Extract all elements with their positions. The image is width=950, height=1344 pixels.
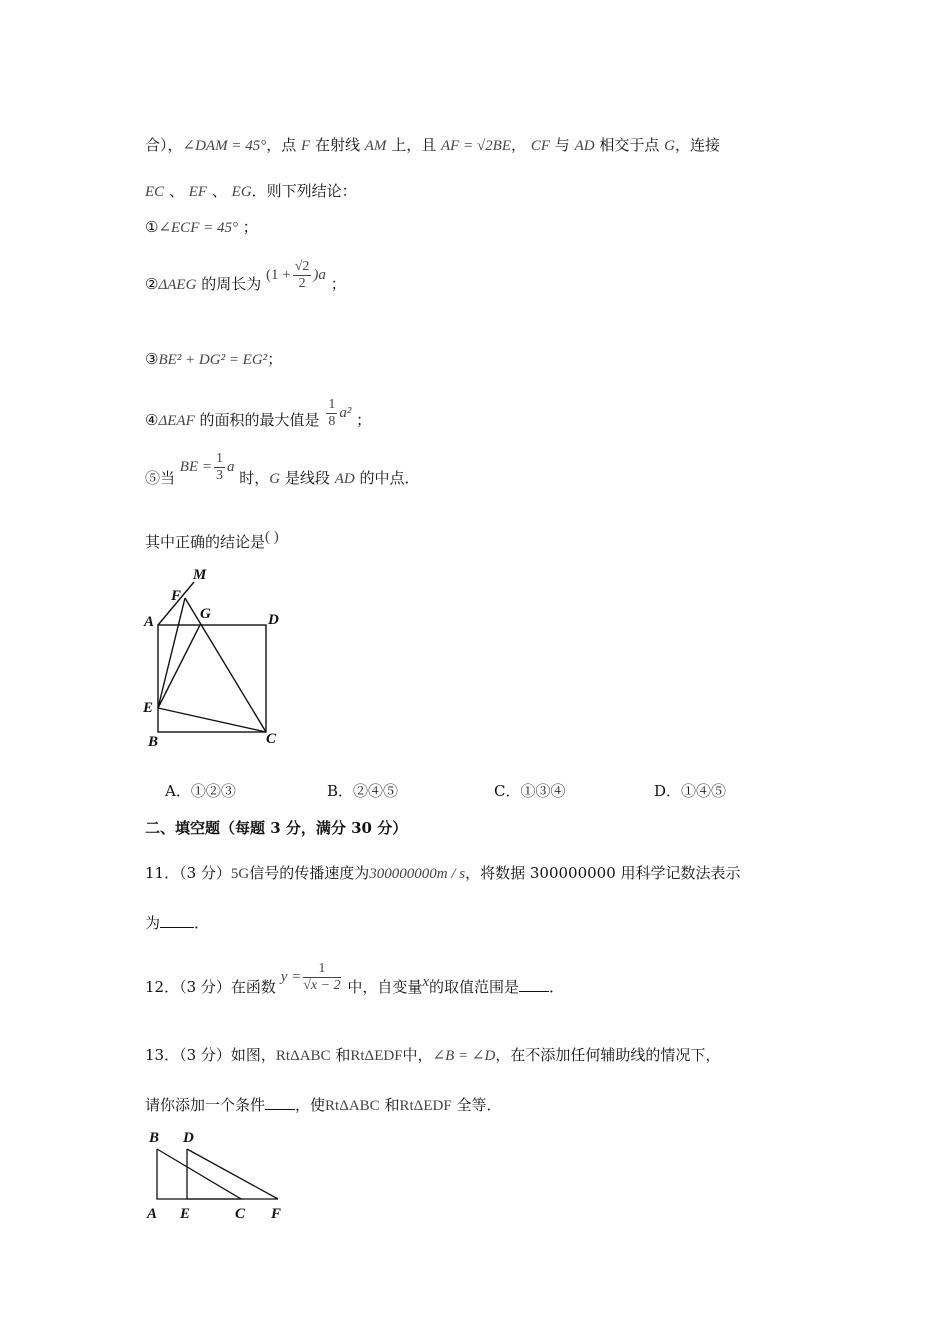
segment-eg: [158, 625, 200, 708]
question-12: 12．（3 分）在函数 y = $\frac{1}{√x - 2}$ 中，自变量x的取值范围是 ．: [145, 960, 564, 1009]
label-d: D: [268, 612, 279, 628]
label-d2: D: [183, 1130, 194, 1146]
function-expression: y = $\frac{1}{√x - 2}$: [280, 960, 341, 993]
section-heading: 二、填空题（每题 3 分，满分 30 分）: [145, 819, 408, 837]
condition-line-2: EC 、 EF 、 EG．则下列结论：: [145, 182, 357, 200]
statement-3: ③BE² + DG² = EG²；: [145, 350, 283, 368]
statement-2: ②ΔAEG 的周长为 (1 + $\frac{√2}{2}$ )a ；: [145, 262, 346, 307]
segment-fc: [185, 598, 266, 732]
label-e2: E: [180, 1206, 191, 1222]
label-m: M: [193, 567, 207, 583]
segment-ec: [158, 708, 266, 732]
label-f: F: [171, 588, 182, 604]
label-g: G: [200, 606, 211, 622]
triangles-figure: [138, 1124, 298, 1224]
label-c2: C: [235, 1206, 246, 1222]
option-c[interactable]: C．①③④: [494, 782, 566, 800]
label-a: A: [144, 614, 155, 630]
question-11-cont: 为 ．: [145, 914, 210, 932]
label-c: C: [266, 731, 277, 747]
statement-5: ⑤当 BE = $\frac{1}{3}$ a 时，G 是线段 AD 的中点．: [145, 456, 420, 501]
option-a[interactable]: A．①②③: [165, 782, 236, 800]
option-d[interactable]: D．①④⑤: [654, 782, 727, 800]
max-area-expression: $\frac{1}{8}$ a²: [328, 396, 352, 429]
question-13: 13．（3 分）如图，RtΔABC 和RtΔEDF中，∠B = ∠D，在不添加任何辅助线的情况下，: [145, 1046, 721, 1064]
perimeter-expression: (1 + $\frac{√2}{2}$ )a: [266, 258, 326, 291]
triangle-edf: [187, 1149, 278, 1199]
label-e: E: [143, 700, 154, 716]
label-b: B: [148, 734, 159, 750]
question-13-cont: 请你添加一个条件 ，使RtΔABC 和RtΔEDF 全等．: [145, 1096, 502, 1114]
statement-4: ④ΔEAF 的面积的最大值是 $\frac{1}{8}$ a² ；: [145, 398, 371, 443]
statement-1: ①∠ECF = 45° ；: [145, 218, 258, 236]
be-expression: BE = $\frac{1}{3}$ a: [179, 450, 235, 483]
question-prompt: 其中正确的结论是( ): [145, 529, 279, 551]
answer-blank-12[interactable]: [519, 977, 549, 992]
label-b2: B: [149, 1130, 160, 1146]
answer-blank-13[interactable]: [265, 1095, 295, 1110]
condition-line-1: 合），∠DAM = 45°，点 F 在射线 AM 上，且 AF = √2BE， CF 与 AD 相交于点 G，连接: [145, 136, 720, 154]
label-f2: F: [271, 1206, 282, 1222]
option-b[interactable]: B．②④⑤: [327, 782, 399, 800]
answer-blank-11[interactable]: [160, 913, 194, 928]
segment-ef: [158, 598, 185, 708]
question-11: 11．（3 分）5G信号的传播速度为300000000m / s，将数据 300000000 用科学记数法表示: [145, 864, 741, 882]
square-figure: [138, 560, 298, 755]
label-a2: A: [147, 1206, 158, 1222]
triangle-abc: [157, 1149, 241, 1199]
